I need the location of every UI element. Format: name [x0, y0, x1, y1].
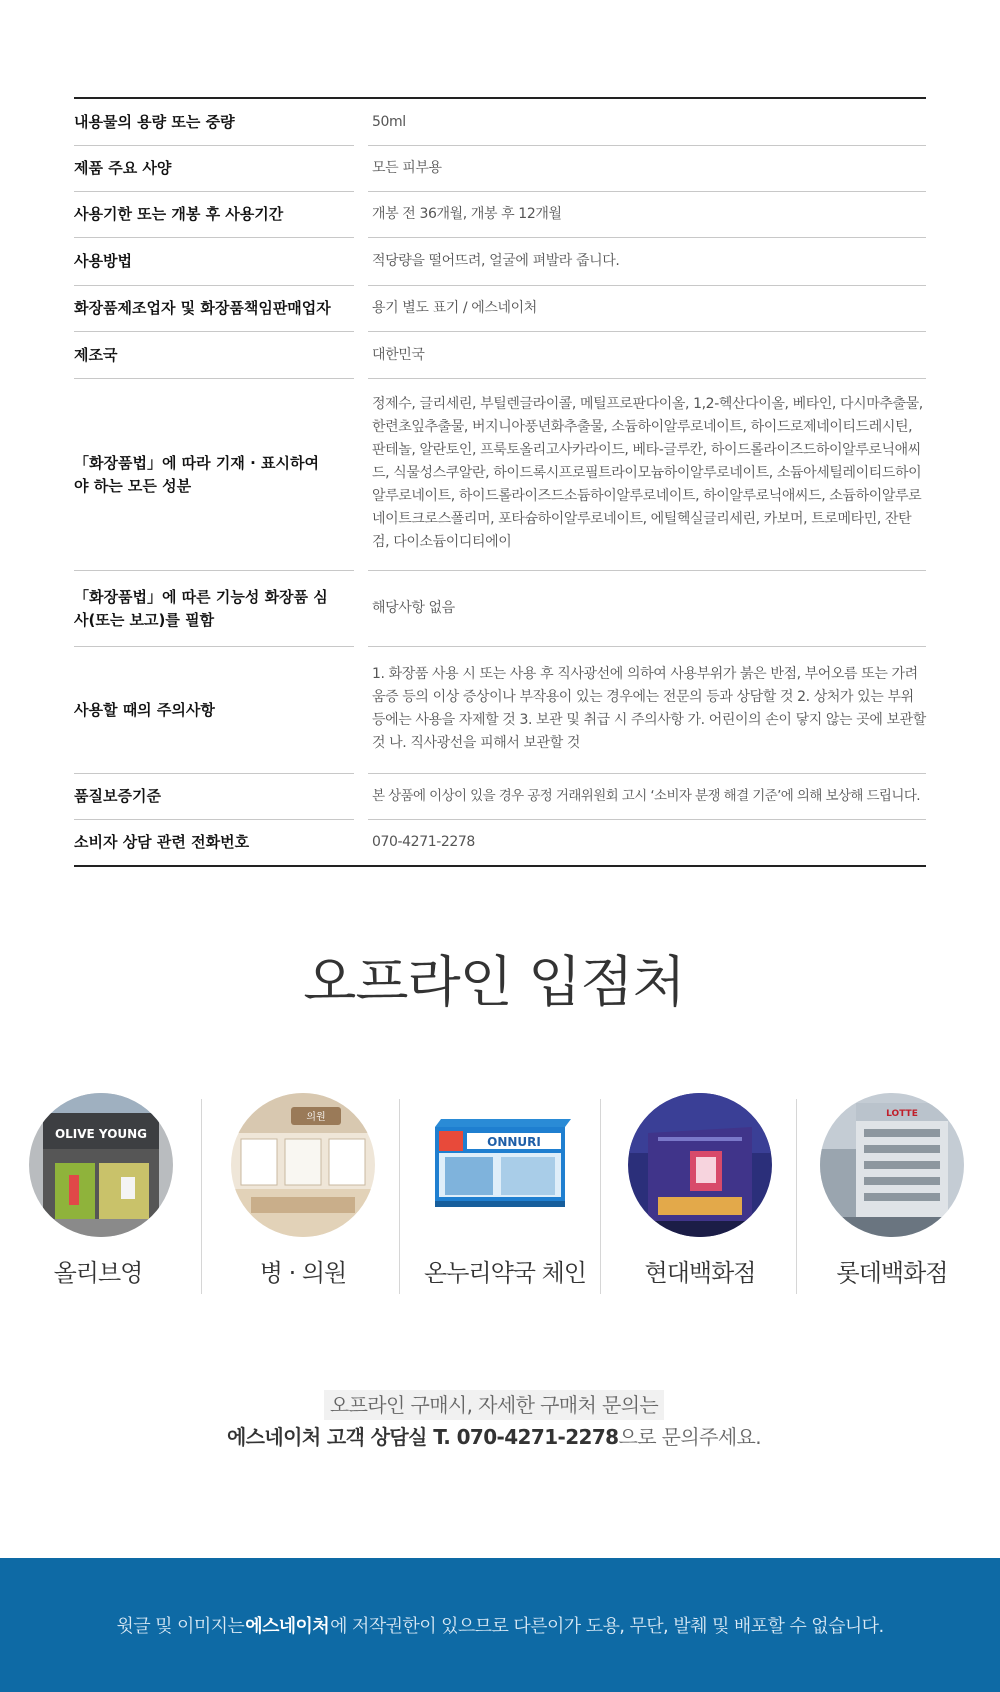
copyright-footer: [0, 1558, 1000, 1692]
row-label: 제품 주요 사양: [74, 146, 354, 192]
row-value: 50ml: [368, 99, 926, 146]
svg-text:LOTTE: LOTTE: [886, 1109, 918, 1119]
table-row: [74, 332, 926, 379]
onnuri-pharmacy-image: [429, 1093, 573, 1237]
copyright-text-before: 윗글 및 이미지는: [116, 1616, 245, 1637]
lotte-building-image: [820, 1093, 964, 1237]
row-label: 사용할 때의 주의사항: [74, 647, 354, 774]
store-name: 롯데백화점: [836, 1259, 948, 1287]
store-onnuri-pharmacy: [405, 1093, 605, 1293]
store-name: 병 · 의원: [259, 1259, 347, 1287]
store-clinic: [203, 1093, 403, 1293]
store-name: 올리브영: [53, 1259, 143, 1287]
row-value: 1. 화장품 사용 시 또는 사용 후 직사광선에 의하여 사용부위가 붉은 반점, 부어오름 또는 가려움증 등의 이상 증상이나 부작용이 있는 경우에는 전문의 등과 상담할 것 2. 상처가 있는 부위 등에는 사용을 자제할 것 3. 보관 및 취급 시 주의사항 가. 어린이의 손이 닿지 않는 곳에 보관할 것 나. 직사광선을 피해서 보관할 것: [368, 647, 926, 774]
clinic-interior-image: [231, 1093, 375, 1237]
olive-young-storefront-image: [29, 1093, 173, 1237]
divider: [399, 1099, 400, 1294]
table-row: [74, 379, 926, 571]
row-label: 사용방법: [74, 238, 354, 286]
store-name: 온누리약국 체인: [424, 1259, 586, 1287]
table-row: [74, 238, 926, 286]
row-label: 사용기한 또는 개봉 후 사용기간: [74, 192, 354, 238]
table-row: [74, 820, 926, 865]
svg-text:의원: 의원: [306, 1112, 326, 1123]
row-label: 「화장품법」에 따라 기재 · 표시하여야 하는 모든 성분: [74, 379, 354, 571]
row-value: 정제수, 글리세린, 부틸렌글라이콜, 메틸프로판다이올, 1,2-헥산다이올, 베타인, 다시마추출물, 한련초잎추출물, 버지니아풍년화추출물, 소듐하이알루로네이트, 하이드로제네이티드레시틴, 판테놀, 알란토인, 프룩토올리고사카라이드, 베타-글루칸, 하이드롤라이즈드하이알루로닉애씨드, 식물성스쿠알란, 하이드록시프로필트라이모늄하이알루로네이트, 소듐아세틸레이티드하이알루로네이트, 하이드롤라이즈드소듐하이알루로네이트, 하이알루로닉애씨드, 소듐하이알루로네이트크로스폴리머, 포타슘하이알루로네이트, 에틸헥실글리세린, 카보머, 트로메타민, 잔탄검, 다이소듐이디티에이: [368, 379, 926, 571]
svg-text:OLIVE YOUNG: OLIVE YOUNG: [54, 1127, 148, 1141]
store-name: 현대백화점: [644, 1259, 756, 1287]
table-row: [74, 99, 926, 146]
product-info-table: [74, 97, 926, 867]
table-row: [74, 571, 926, 647]
row-value: 해당사항 없음: [368, 571, 926, 647]
contact-phone: 에스네이처 고객 상담실 T. 070-4271-2278: [226, 1425, 619, 1449]
copyright-text-after: 에 저작권한이 있으므로 다른이가 도용, 무단, 발췌 및 배포할 수 없습니다.: [330, 1616, 884, 1637]
row-value: 개봉 전 36개월, 개봉 후 12개월: [368, 192, 926, 238]
row-label: 품질보증기준: [74, 774, 354, 820]
row-value: 용기 별도 표기 / 에스네이처: [368, 286, 926, 332]
row-value: 본 상품에 이상이 있을 경우 공정 거래위원회 고시 ‘소비자 분쟁 해결 기준’에 의해 보상해 드립니다.: [368, 774, 926, 820]
copyright-brand: 에스네이처: [245, 1616, 330, 1637]
row-label: 제조국: [74, 332, 354, 379]
contact-line-2: [0, 1422, 988, 1452]
hyundai-building-image: [628, 1093, 772, 1237]
store-lotte: [794, 1093, 994, 1293]
row-label: 화장품제조업자 및 화장품책임판매업자: [74, 286, 354, 332]
svg-text:ONNURI: ONNURI: [487, 1135, 541, 1149]
table-row: [74, 192, 926, 238]
row-label: 「화장품법」에 따른 기능성 화장품 심사(또는 보고)를 필함: [74, 571, 354, 647]
row-value: 대한민국: [368, 332, 926, 379]
table-row: [74, 286, 926, 332]
offline-stores-title: 오프라인 입점처: [303, 950, 685, 1014]
row-label: 소비자 상담 관련 전화번호: [74, 833, 250, 851]
row-value: 모든 피부용: [368, 146, 926, 192]
store-list: [0, 1093, 1000, 1293]
row-value: 070-4271-2278: [372, 834, 475, 850]
contact-line-1: 오프라인 구매시, 자세한 구매처 문의는: [324, 1390, 664, 1420]
store-hyundai: [600, 1093, 800, 1293]
row-value: 적당량을 떨어뜨려, 얼굴에 펴발라 줍니다.: [368, 238, 926, 286]
table-row: [74, 774, 926, 820]
table-row: [74, 647, 926, 774]
offline-contact-notice: [0, 1390, 988, 1452]
store-olive-young: [0, 1093, 200, 1293]
row-label: 내용물의 용량 또는 중량: [74, 99, 354, 146]
table-row: [74, 146, 926, 192]
divider: [201, 1099, 202, 1294]
contact-tail: 으로 문의주세요.: [618, 1425, 762, 1449]
